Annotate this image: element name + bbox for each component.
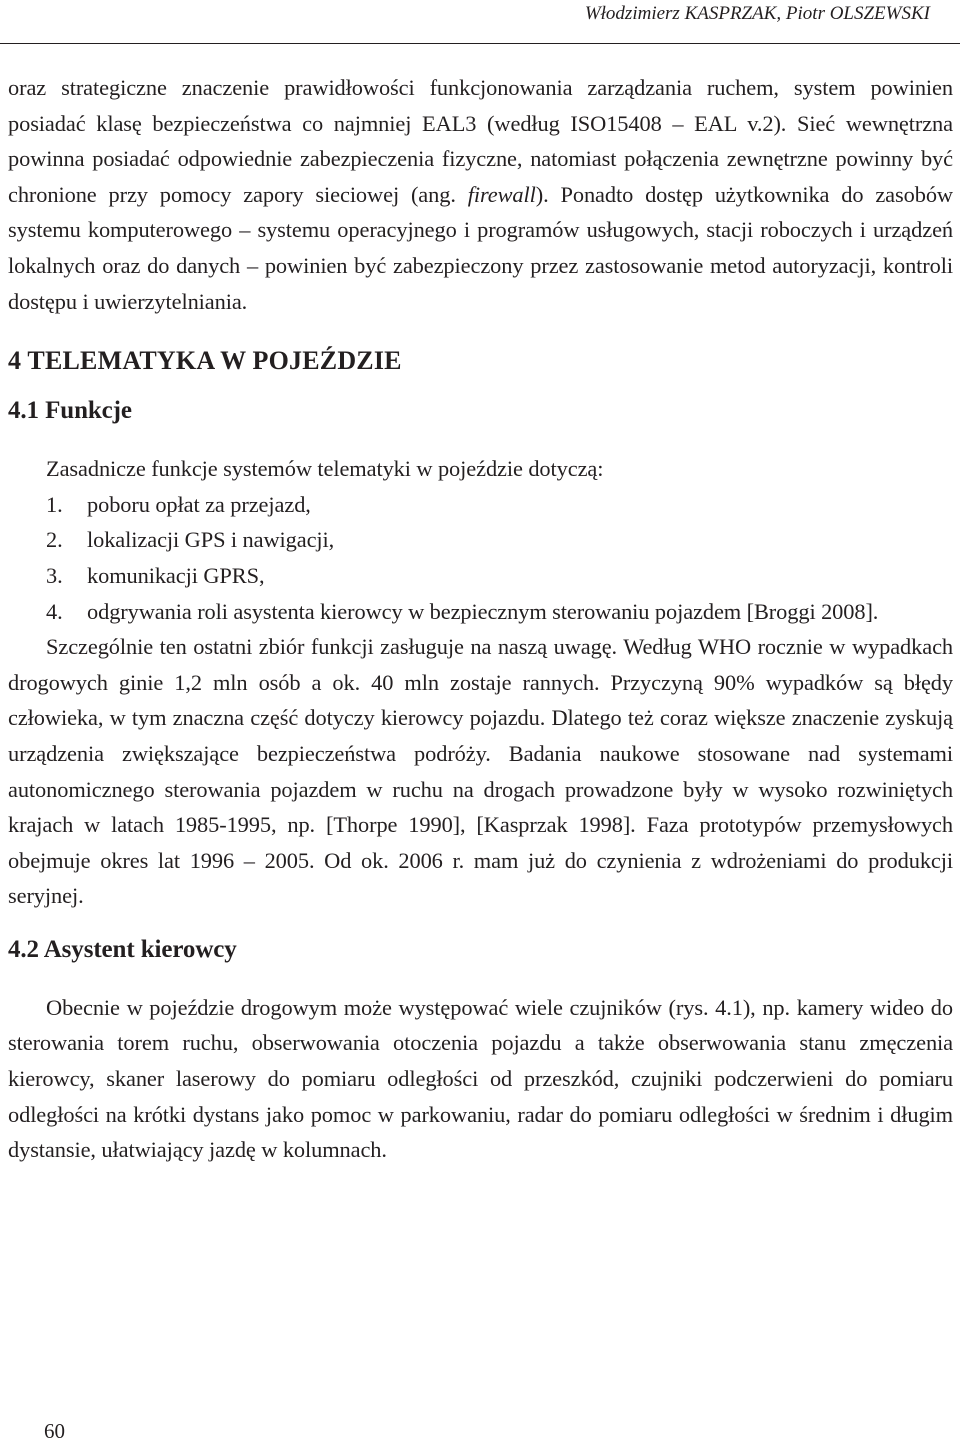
list-item-number: 1. [46,491,63,517]
list-item-text: odgrywania roli asystenta kierowcy w bezpiecznym sterowaniu pojazdem [Broggi 2008]. [87,598,879,624]
paragraph-security-part2: ). Ponadto dostęp użytkownika do zasobów systemu komputerowego – systemu operacyjnego i programów usługowych, stacji roboczych i urządzeń lokalnych oraz do danych – powinien być zabezpieczony przez zastosowanie metod autoryzacji, kontroli dostępu i uwierzytelniania. [8,181,953,314]
functions-list [8,487,953,629]
list-item-number: 3. [46,562,63,588]
list-item-text: komunikacji GPRS, [87,562,265,588]
page-content [8,70,953,1168]
list-item [8,594,953,630]
functions-lead: Zasadnicze funkcje systemów telematyki w pojeździe dotyczą: [46,456,604,482]
running-header-authors: Włodzimierz KASPRZAK, Piotr OLSZEWSKI [584,3,930,24]
paragraph-sensors: Obecnie w pojeździe drogowym może występować wiele czujników (rys. 4.1), np. kamery wideo do sterowania torem ruchu, obserwowania otoczenia pojazdu a także obserwowania stanu zmęczenia kierowcy, skaner laserowy do pomiaru odległości od przeszkód, czujniki podczerwieni do pomiaru odległości na krótki dystans jako pomoc w parkowaniu, radar do pomiaru odległości w średnim i długim dystansie, ułatwiający jazdę w kolumnach. [8,994,953,1163]
list-item-text: lokalizacji GPS i nawigacji, [87,527,335,553]
list-item [8,558,953,594]
section-4-1-heading: 4.1 Funkcje [8,397,132,425]
section-4-2-heading: 4.2 Asystent kierowcy [8,935,237,963]
running-header [0,0,960,44]
paragraph-security [8,70,953,319]
list-item-number: 4. [46,598,63,624]
list-item-number: 2. [46,527,63,553]
page-number: 60 [44,1419,65,1443]
firewall-term: firewall [467,181,536,207]
paragraph-security-part1: oraz strategiczne znaczenie prawidłowości funkcjonowania zarządzania ruchem, system powinien posiadać klasę bezpieczeństwa co najmniej EAL3 (według ISO15408 – EAL v.2). Sieć wewnętrzna powinna posiadać odpowiednie zabezpieczenia fizyczne, natomiast połączenia zewnętrzne powinny być chronione przy pomocy zapory sieciowej (ang. [8,75,953,207]
list-item-text: poboru opłat za przejazd, [87,491,311,517]
paragraph-driver-assistance: Szczególnie ten ostatni zbiór funkcji zasługuje na naszą uwagę. Według WHO rocznie w wypadkach drogowych ginie 1,2 mln osób a ok. 40 mln zostaje rannych. Przyczyną 90% wypadków są błędy człowieka, w tym znaczna część dotyczy kierowcy pojazdu. Dlatego też coraz większe znaczenie zyskują urządzenia zwiększające bezpieczeństwa podróży. Badania naukowe stosowane nad systemami autonomicznego sterowania pojazdem w ruchu na drogach prowadzone były w wysoko rozwiniętych krajach w latach 1985-1995, np. [Thorpe 1990], [Kasprzak 1998]. Faza prototypów przemysłowych obejmuje okres lat 1996 – 2005. Od ok. 2006 r. mam już do czynienia z wdrożeniami do produkcji seryjnej. [8,634,953,909]
list-item [8,487,953,523]
list-item [8,522,953,558]
section-4-heading: 4 TELEMATYKA W POJEŹDZIE [8,346,402,376]
